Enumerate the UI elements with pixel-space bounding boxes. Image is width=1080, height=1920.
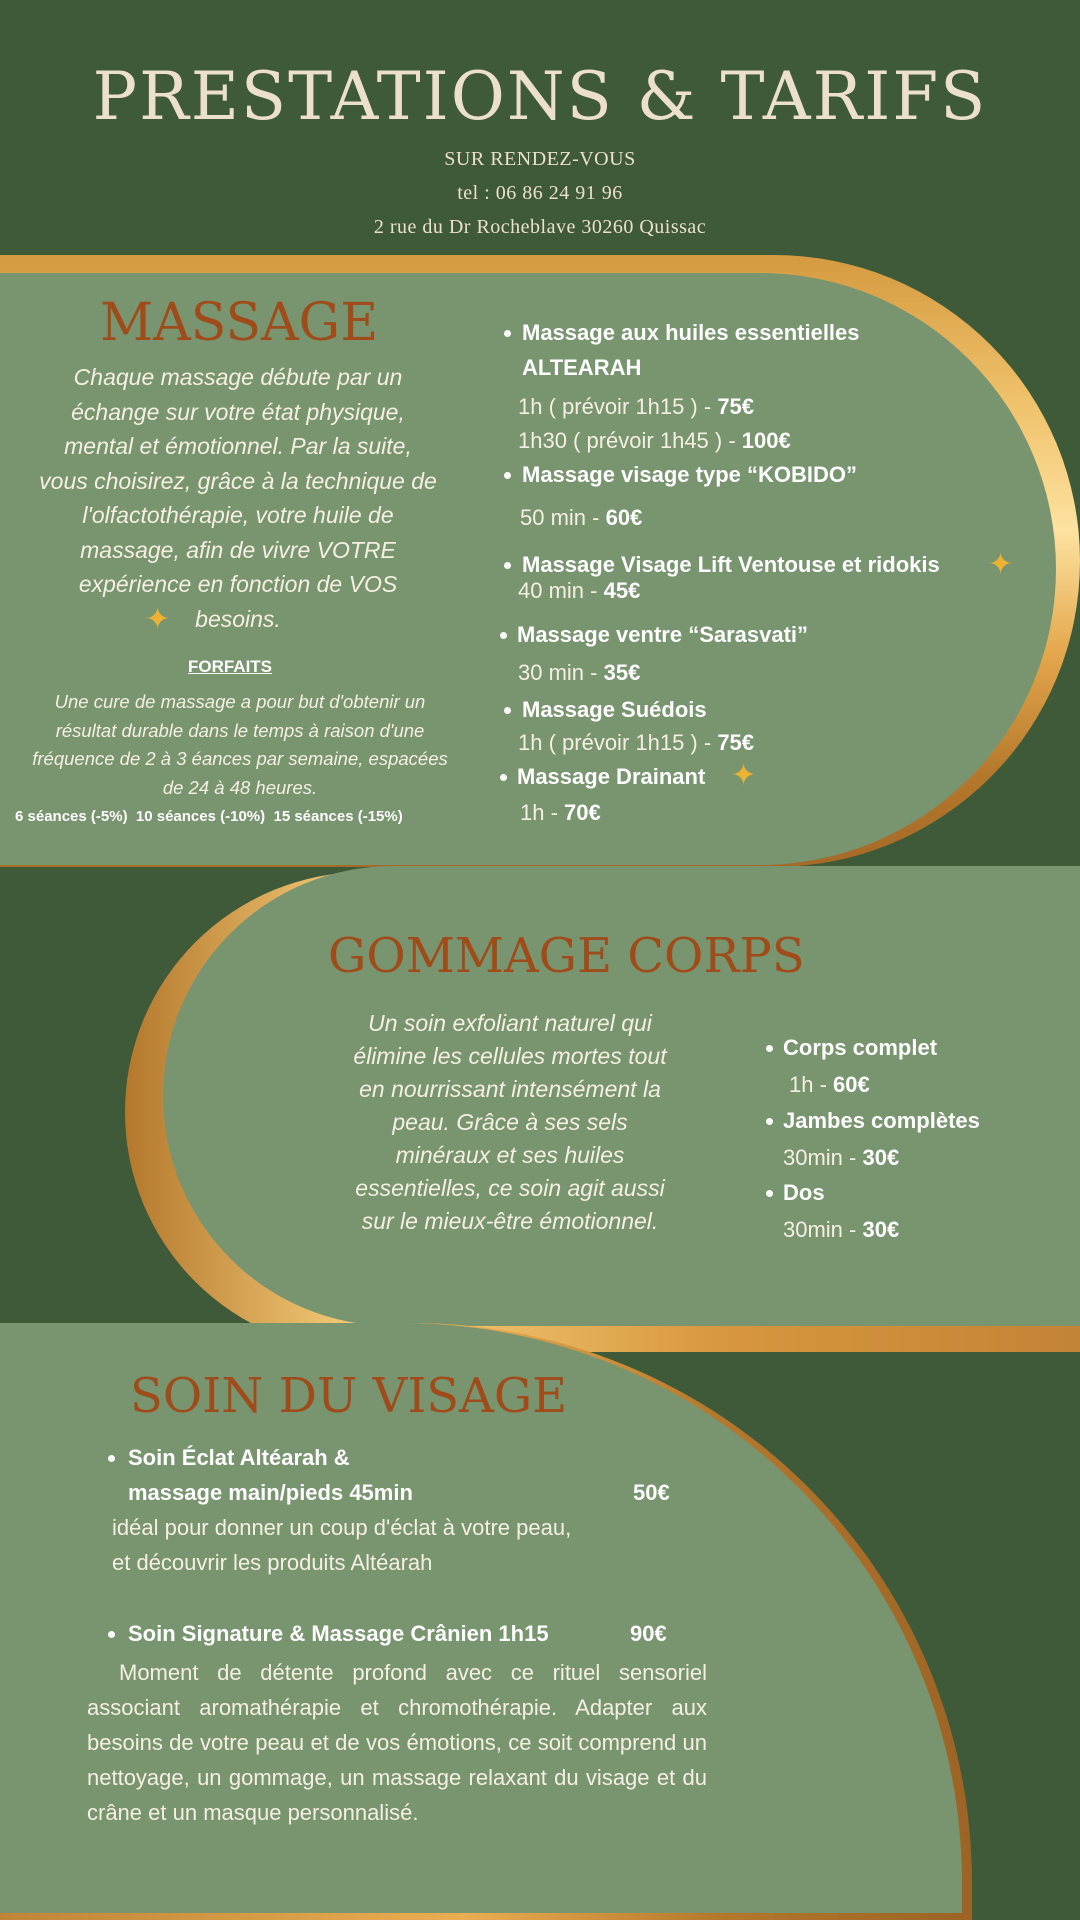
item-price: 60€ [833,1072,870,1097]
item-name: Massage visage type “KOBIDO” [522,462,858,487]
forfaits-offers: 6 séances (-5%) 10 séances (-10%) 15 séances (-15%) [15,808,403,825]
visage-item1-desc: idéal pour donner un coup d'éclat à votre peau, [112,1515,572,1540]
item-price: 60€ [605,505,643,530]
sparkle-icon: ✦ [731,759,757,792]
item-price: 30€ [862,1145,900,1170]
massage-title: MASSAGE [100,293,379,353]
item-name: Massage Visage Lift Ventouse et ridokis [522,552,940,577]
item-duration: 40 min - 45€ [518,578,641,603]
sparkle-icon: ✦ [145,603,171,636]
visage-item2-desc: Moment de détente profond avec ce rituel sensoriel associant aromathérapie et chromothérapie. Adapter aux besoins de votre peau et de vos émotions, ce soit comprend un nettoyage, un gommage, un massage relaxant du visage et du crâne et un masque personnalisé. [87,1660,707,1825]
item-price: 100€ [741,428,791,453]
item-price: 70€ [564,800,601,825]
gommage-title: GOMMAGE CORPS [328,928,805,984]
item-price: 35€ [603,660,641,685]
sparkle-icon: ✦ [988,548,1014,581]
item-name: Dos [783,1180,825,1205]
visage-item2-name: Soin Signature & Massage Crânien 1h15 [128,1621,549,1646]
visage-item1-desc: et découvrir les produits Altéarah [112,1550,433,1575]
item-duration: 30 min - 35€ [518,660,641,685]
visage-item1-name: massage main/pieds 45min [128,1480,413,1505]
item-name: Massage ventre “Sarasvati” [517,622,809,647]
item-price: 30€ [862,1217,900,1242]
item-duration: 1h ( prévoir 1h15 ) - 75€ [518,394,755,419]
item-name: ALTEARAH [522,355,642,380]
phone-number: tel : 06 86 24 91 96 [457,182,623,204]
item-name: Massage Drainant [517,764,706,789]
item-name: Corps complet [783,1035,938,1060]
item-duration: 1h30 ( prévoir 1h45 ) - 100€ [518,428,791,453]
item-duration: 30min - 30€ [783,1217,900,1242]
item-duration: 1h - 60€ [789,1072,870,1097]
item-price: 75€ [717,394,755,419]
item-name: Jambes complètes [783,1108,980,1133]
visage-title: SOIN DU VISAGE [130,1368,568,1424]
item-duration: 1h ( prévoir 1h15 ) - 75€ [518,730,755,755]
page-title: PRESTATIONS & TARIFS [92,58,988,135]
visage-item2-price: 90€ [630,1621,667,1646]
item-price: 75€ [717,730,755,755]
forfaits-title: FORFAITS [187,657,273,676]
massage-description: Chaque massage débute par un échange sur votre état physique, mental et émotionnel. Par la suite, vous choisirez, grâce à la technique de l'olfactothérapie, votre huile de massage, afin de vivre VOTRE expérience en fonction de VOS besoins. [39,364,437,632]
forfaits-text: Une cure de massage a pour but d'obtenir un résultat durable dans le temps à raison d'une fréquence de 2 à 3 éances par semaine, espacées de 24 à 48 heures. [32,691,448,798]
item-duration: 1h - 70€ [520,800,601,825]
item-name: Massage aux huiles essentielles [522,320,860,345]
gommage-description: Un soin exfoliant naturel qui élimine les cellules mortes tout en nourrissant intensément la peau. Grâce à ses sels minéraux et ses huiles essentielles, ce soin agit aussi sur le mieux-être émotionnel. [353,1010,667,1234]
appointment-note: SUR RENDEZ-VOUS [444,148,636,170]
item-name: Massage Suédois [522,697,707,722]
address: 2 rue du Dr Rocheblave 30260 Quissac [373,216,707,238]
visage-item1-name: Soin Éclat Altéarah & [128,1445,350,1470]
item-duration: 30min - 30€ [783,1145,900,1170]
item-duration: 50 min - 60€ [520,505,643,530]
item-price: 45€ [603,578,641,603]
visage-item1-price: 50€ [633,1480,670,1505]
